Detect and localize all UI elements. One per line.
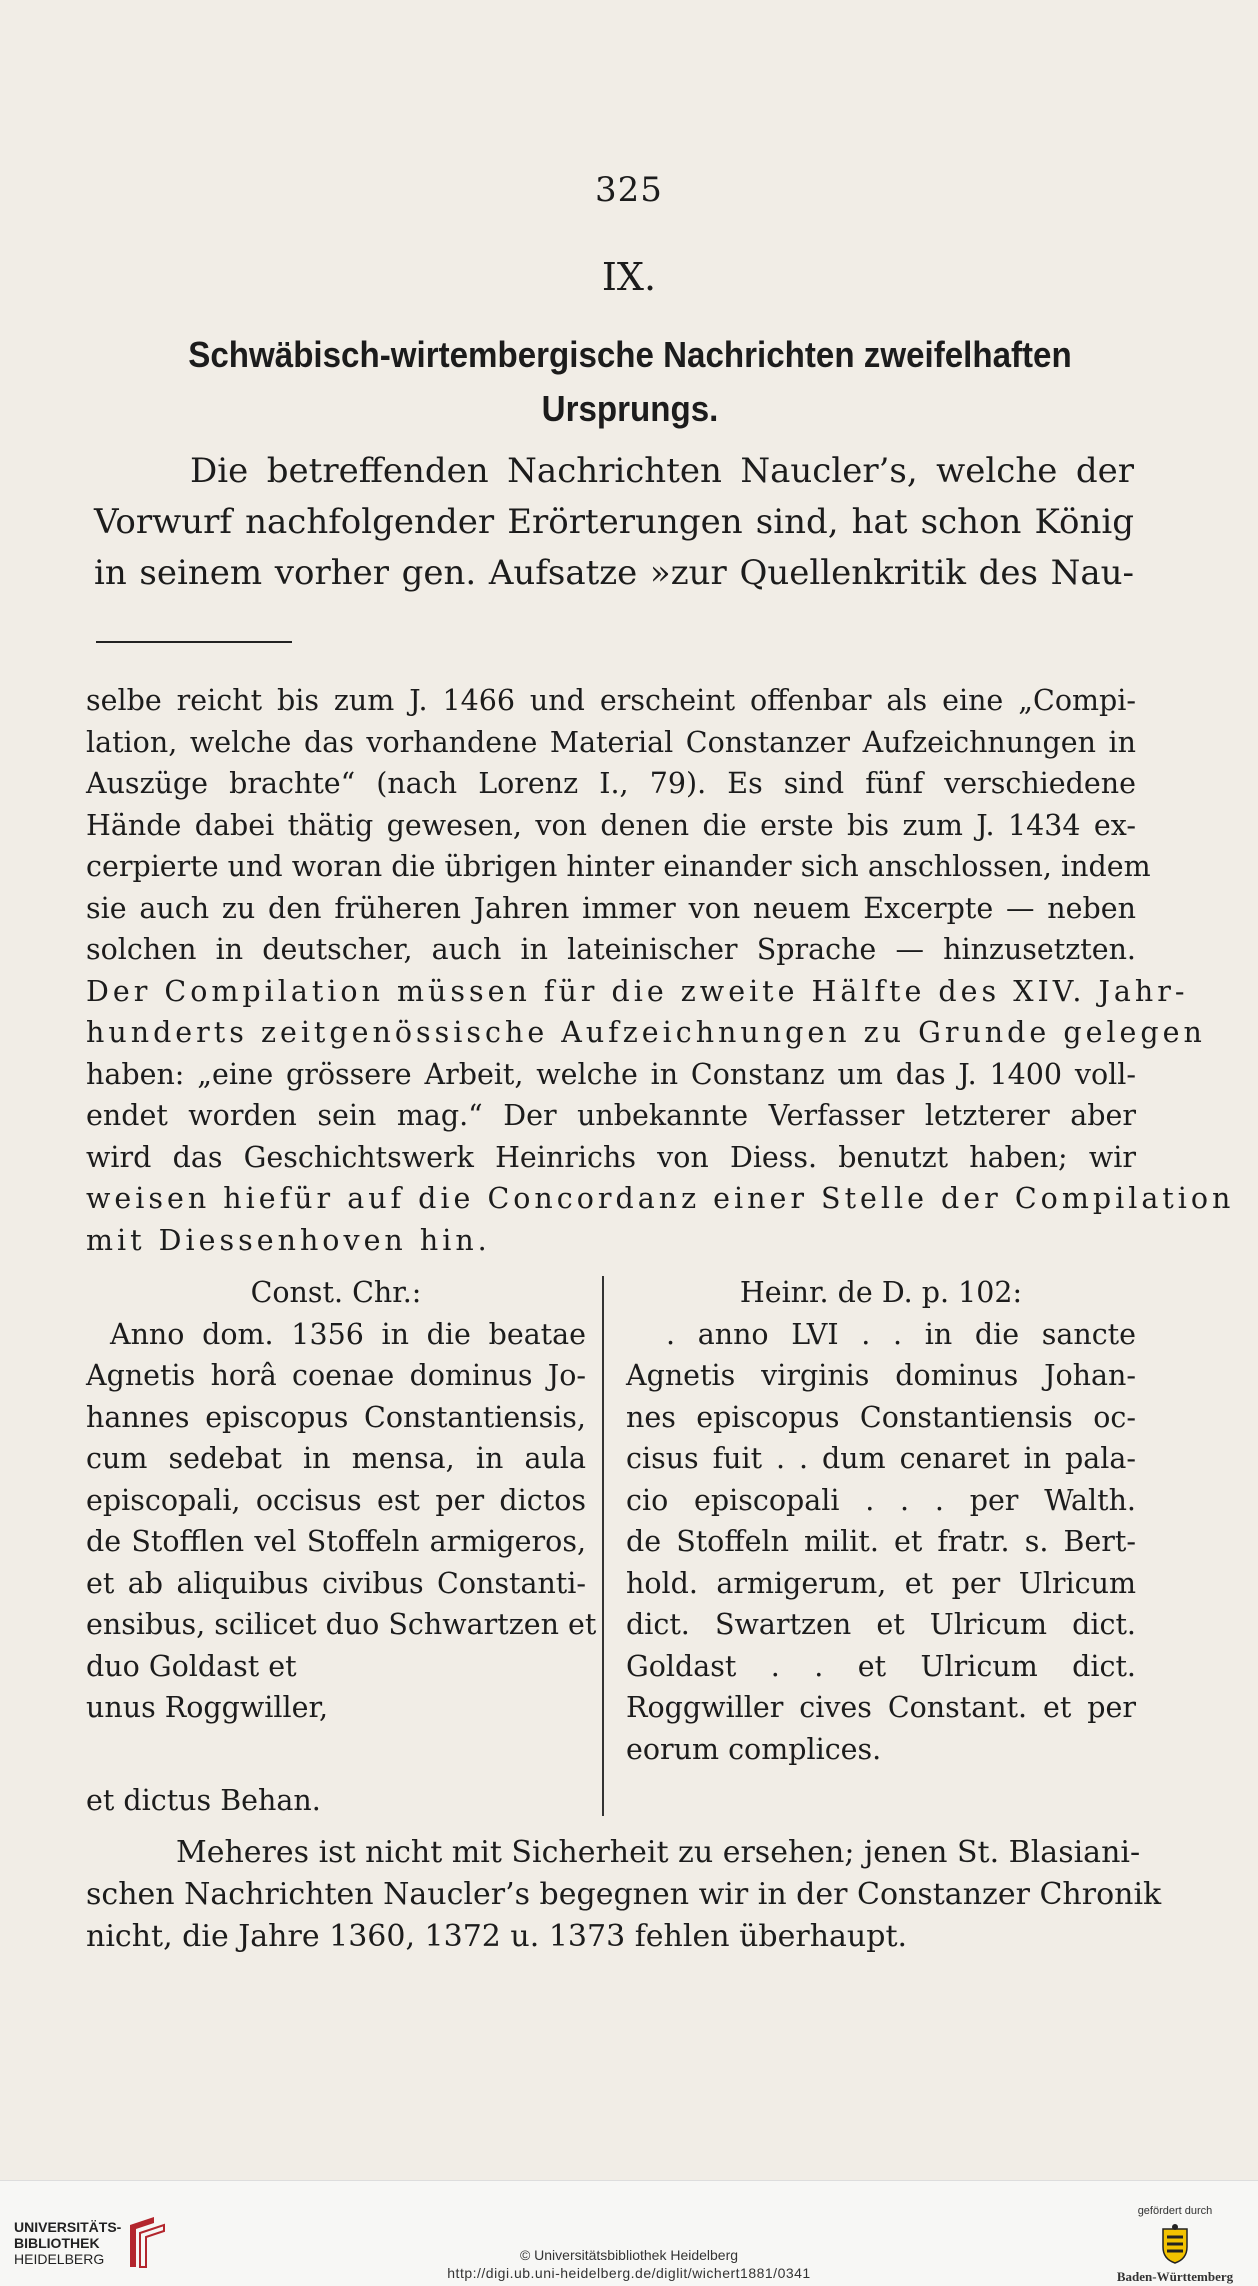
right-column-line: dict. Swartzen et Ulricum dict. xyxy=(626,1608,1136,1641)
left-column xyxy=(86,1272,597,1729)
footnote-line: solchen in deutscher, auch in lateinischer Sprache — hinzusetzten. xyxy=(86,933,1136,966)
right-column-line: de Stoffeln milit. et fratr. s. Bert- xyxy=(626,1525,1136,1558)
right-column-heading: Heinr. de D. p. 102: xyxy=(739,1276,1023,1309)
main-text xyxy=(94,446,1134,599)
footnote-line: sie auch zu den früheren Jahren immer von neuem Excerpte — neben xyxy=(86,891,1136,925)
library-line: BIBLIOTHEK xyxy=(14,2235,100,2251)
footnote-line: Hände dabei thätig gewesen, von denen die erste bis zum J. 1434 ex- xyxy=(86,808,1136,842)
library-line: HEIDELBERG xyxy=(14,2251,105,2267)
left-column-last-line: et dictus Behan. xyxy=(86,1784,321,1817)
comparison-columns xyxy=(86,1272,1136,1824)
footnote-line: haben: „eine grössere Arbeit, welche in Constanz um das J. 1400 voll- xyxy=(86,1057,1136,1091)
copyright-text: © Universitätsbibliothek Heidelberg xyxy=(519,2247,739,2263)
text-line: schen Nachrichten Naucler’s begegnen wir in der Constanzer Chronik xyxy=(86,1877,1162,1912)
right-column-line: Agnetis virginis dominus Johan- xyxy=(626,1359,1136,1392)
left-column-heading: Const. Chr.: xyxy=(250,1276,422,1309)
closing-paragraph xyxy=(86,1832,1162,1958)
right-column-line: nes episcopus Constantiensis oc- xyxy=(626,1400,1136,1434)
footnote-line: selbe reicht bis zum J. 1466 und erscheint offenbar als eine „Compi- xyxy=(86,684,1136,717)
left-column-line: Anno dom. 1356 in die beatae xyxy=(110,1317,586,1351)
footnote-line: lation, welche das vorhandene Material Constanzer Aufzeichnungen in xyxy=(86,725,1136,759)
library-line: UNIVERSITÄTS- xyxy=(14,2219,122,2235)
section-number: IX. xyxy=(601,255,657,299)
right-column-line: Roggwiller cives Constant. et per xyxy=(626,1691,1136,1724)
right-column xyxy=(626,1272,1136,1770)
right-column-line: . anno LVI . . in die sancte xyxy=(666,1317,1136,1351)
footnote xyxy=(86,680,1235,1261)
footnote-line: Der Compilation müssen für die zweite Hälfte des XIV. Jahr- xyxy=(86,974,1189,1008)
coat-of-arms-icon xyxy=(1155,2223,1195,2265)
right-column-line: hold. armigerum, et per Ulricum xyxy=(626,1566,1136,1600)
right-column-line: cisus fuit . . dum cenaret in pala- xyxy=(626,1442,1136,1475)
left-column-line: de Stofflen vel Stoffeln armigeros, xyxy=(86,1525,586,1558)
footnote-line: hunderts zeitgenössische Aufzeichnungen zu Grunde gelegen xyxy=(86,1016,1206,1049)
funding-block xyxy=(1110,2205,1240,2285)
viewer-footer xyxy=(0,2180,1258,2286)
funding-label: gefördert durch xyxy=(1137,2205,1213,2217)
footnote-line: weisen hiefür auf die Concordanz einer Stelle der Compilation xyxy=(86,1182,1235,1215)
chapter-title xyxy=(133,328,1127,436)
funder-name: Baden-Württemberg xyxy=(1116,2269,1234,2284)
right-column-line: eorum complices. xyxy=(626,1732,882,1766)
left-column-line: unus Roggwiller, xyxy=(86,1691,329,1724)
footnote-line: mit Diessenhoven hin. xyxy=(86,1223,491,1257)
footnote-line: wird das Geschichtswerk Heinrichs von Diess. benutzt haben; wir xyxy=(86,1140,1136,1174)
left-column-line: hannes episcopus Constantiensis, xyxy=(86,1400,586,1434)
text-line: Meheres ist nicht mit Sicherheit zu ersehen; jenen St. Blasiani- xyxy=(176,1835,1141,1870)
right-column-line: Goldast . . et Ulricum dict. xyxy=(626,1649,1136,1683)
permalink[interactable]: http://digi.ub.uni-heidelberg.de/diglit/wichert1881/0341 xyxy=(447,2265,811,2281)
text-line: nicht, die Jahre 1360, 1372 u. 1373 fehlen überhaupt. xyxy=(86,1919,908,1954)
footnote-line: Auszüge brachte“ (nach Lorenz I., 79). Es sind fünf verschiedene xyxy=(86,767,1136,800)
text-line: in seinem vorher gen. Aufsatze »zur Quellenkritik des Nau- xyxy=(94,553,1134,593)
footnote-rule xyxy=(96,641,292,643)
right-column-line: cio episcopali . . . per Walth. xyxy=(626,1483,1136,1517)
left-column-line: et ab aliquibus civibus Constanti- xyxy=(86,1566,586,1600)
text-line: Vorwurf nachfolgender Erörterungen sind, hat schon König xyxy=(94,502,1134,542)
text-line: Die betreffenden Nachrichten Naucler’s, welche der xyxy=(190,451,1134,491)
left-column-line: ensibus, scilicet duo Schwartzen et xyxy=(86,1608,597,1641)
page-number: 325 xyxy=(595,170,663,210)
left-column-line: episcopali, occisus est per dictos xyxy=(86,1483,586,1517)
left-column-line: cum sedebat in mensa, in aula xyxy=(86,1442,586,1475)
left-column-line: Agnetis horâ coenae dominus Jo- xyxy=(86,1359,586,1392)
column-divider xyxy=(602,1276,604,1816)
footnote-line: endet worden sein mag.“ Der unbekannte Verfasser letzterer aber xyxy=(86,1099,1136,1132)
footnote-line: cerpierte und woran die übrigen hinter einander sich anschlossen, indem xyxy=(86,850,1151,883)
title-line: Schwäbisch-wirtembergische Nachrichten zweifelhaften xyxy=(188,334,1072,375)
left-column-line: duo Goldast et xyxy=(86,1649,297,1683)
title-line: Ursprungs. xyxy=(541,388,719,429)
